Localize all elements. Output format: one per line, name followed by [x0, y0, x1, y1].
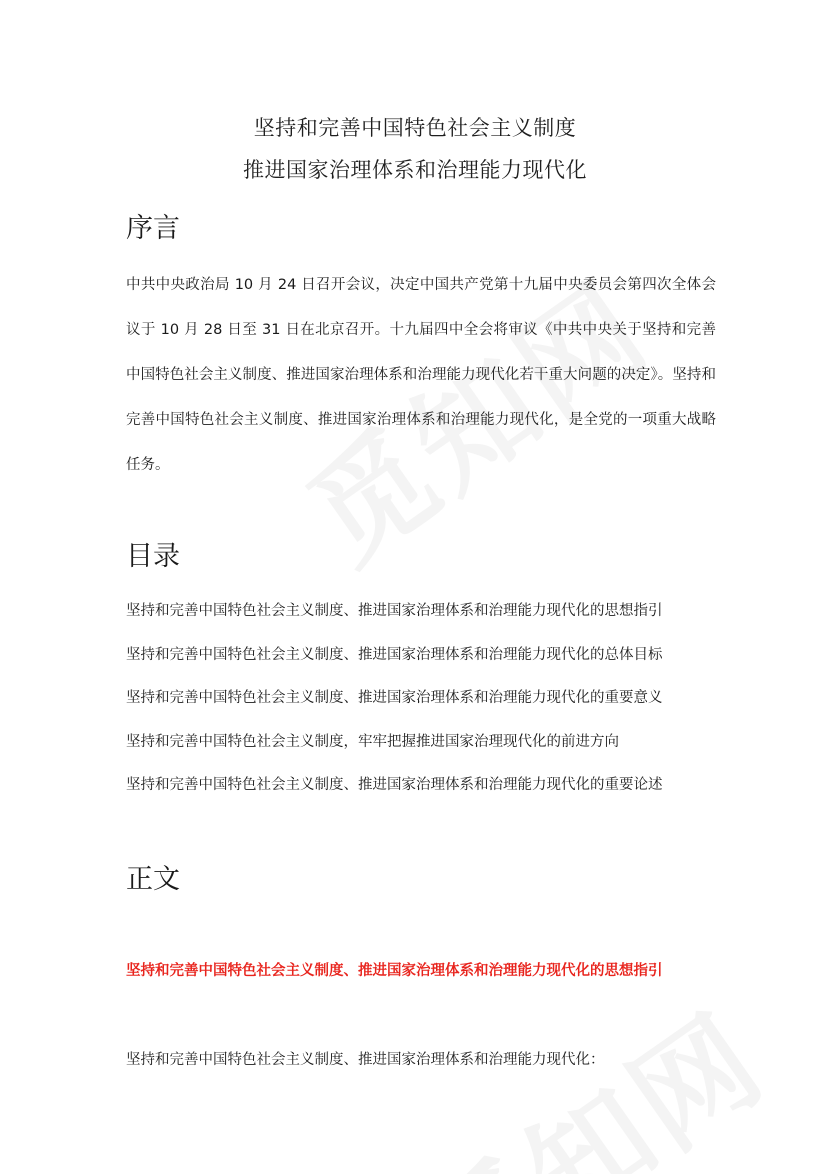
toc-item[interactable]: 坚持和完善中国特色社会主义制度、推进国家治理体系和治理能力现代化的重要论述 [126, 777, 663, 793]
toc-item[interactable]: 坚持和完善中国特色社会主义制度，牢牢把握推进国家治理现代化的前进方向 [126, 733, 619, 750]
toc-item[interactable]: 坚持和完善中国特色社会主义制度、推进国家治理体系和治理能力现代化的思想指引 [126, 603, 663, 619]
toc-list [126, 590, 726, 808]
preface-paragraph: 中共中央政治局 10 月 24 日召开会议，决定中国共产党第十九届中央委员会第四次全体会议于 10 月 28 日至 31 日在北京召开。十九届四中全会将审议《中共中央关于坚持和完善中国特色社会主义制度、推进国家治理体系和治理能力现代化若干重大问题的决定》。坚持和完善中国特色社会主义制度、推进国家治理体系和治理能力现代化，是全党的一项重大战略任务。 [126, 277, 716, 473]
body-heading: 正文 [126, 864, 180, 895]
watermark [385, 967, 793, 1174]
document-title-line-2: 推进国家治理体系和治理能力现代化 [243, 158, 587, 182]
body-paragraph: 坚持和完善中国特色社会主义制度、推进国家治理体系和治理能力现代化： [126, 1052, 605, 1068]
preface-heading: 序言 [126, 213, 180, 244]
toc-heading: 目录 [126, 541, 180, 572]
toc-item[interactable]: 坚持和完善中国特色社会主义制度、推进国家治理体系和治理能力现代化的重要意义 [126, 690, 663, 706]
section-heading-red: 坚持和完善中国特色社会主义制度、推进国家治理体系和治理能力现代化的思想指引 [126, 963, 663, 979]
toc-item[interactable]: 坚持和完善中国特色社会主义制度、推进国家治理体系和治理能力现代化的总体目标 [126, 646, 663, 663]
document-title-line-1: 坚持和完善中国特色社会主义制度 [253, 116, 577, 140]
